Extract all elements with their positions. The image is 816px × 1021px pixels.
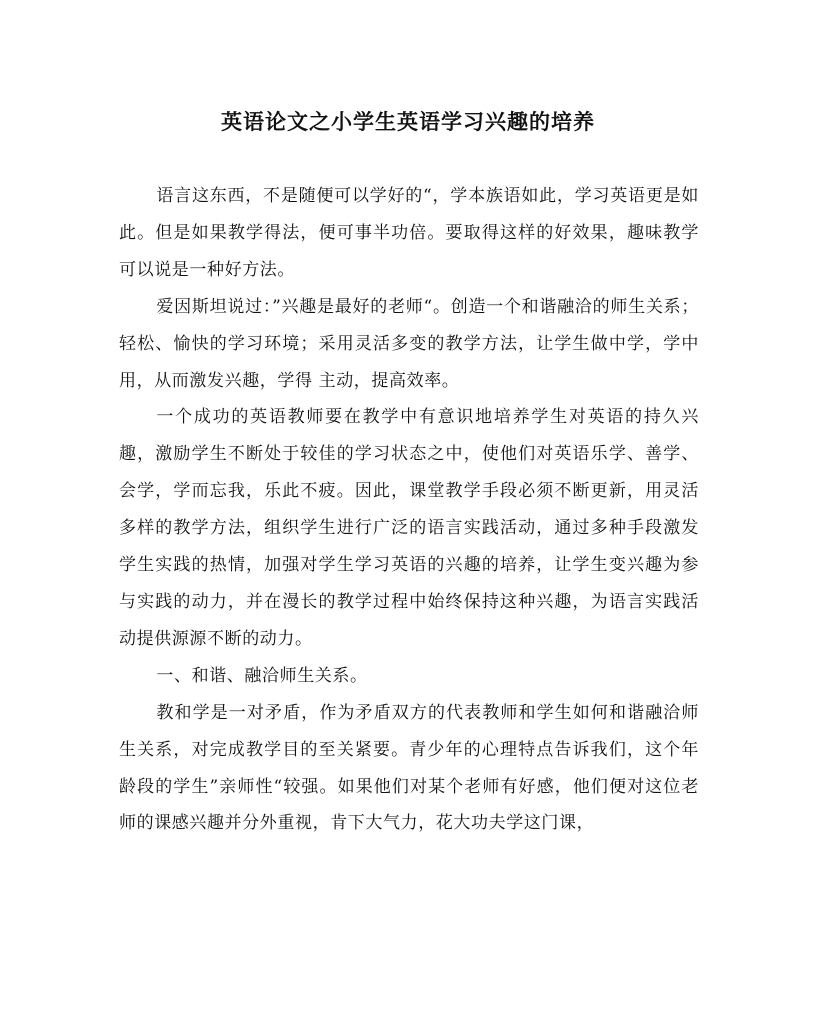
section-heading-harmonious-relationship: 一、和谐、融洽师生关系。 bbox=[156, 665, 368, 686]
paragraph-successful-teacher: 一个成功的英语教师要在教学中有意识地培养学生对英语的持久兴趣，激励学生不断处于较佳的学习状态之中，使他们对英语乐学、善学、会学，学而忘我，乐此不疲。因此，课堂教学手段必须不断更新，用灵活多样的教学方法，组织学生进行广泛的语言实践活动，通过多种手段激发学生实践的热情，加强对学生学习英语的兴趣的培养，让学生变兴趣为参与实践的动力，并在漫长的教学过程中始终保持这种兴趣，为语言实践活动提供源源不断的动力。 bbox=[119, 407, 699, 649]
paragraph-intro: 语言这东西，不是随便可以学好的“，学本族语如此，学习英语更是如此。但是如果教学得法，便可事半功倍。要取得这样的好效果，趣味教学可以说是一种好方法。 bbox=[119, 186, 699, 280]
paragraph-teaching-and-learning: 教和学是一对矛盾，作为矛盾双方的代表教师和学生如何和谐融洽师生关系，对完成教学目的至关紧要。青少年的心理特点告诉我们，这个年龄段的学生”亲师性“较强。如果他们对某个老师有好感，他们便对这位老师的课感兴趣并分外重视，肯下大气力，花大功夫学这门课， bbox=[119, 702, 699, 834]
paragraph-einstein-quote: 爱因斯坦说过：”兴趣是最好的老师“。创造一个和谐融洽的师生关系；轻松、愉快的学习环境；采用灵活多变的教学方法，让学生做中学，学中用，从而激发兴趣，学得 主动，提高效率。 bbox=[119, 296, 699, 391]
document-body bbox=[119, 178, 699, 842]
document-title: 英语论文之小学生英语学习兴趣的培养 bbox=[221, 109, 595, 134]
